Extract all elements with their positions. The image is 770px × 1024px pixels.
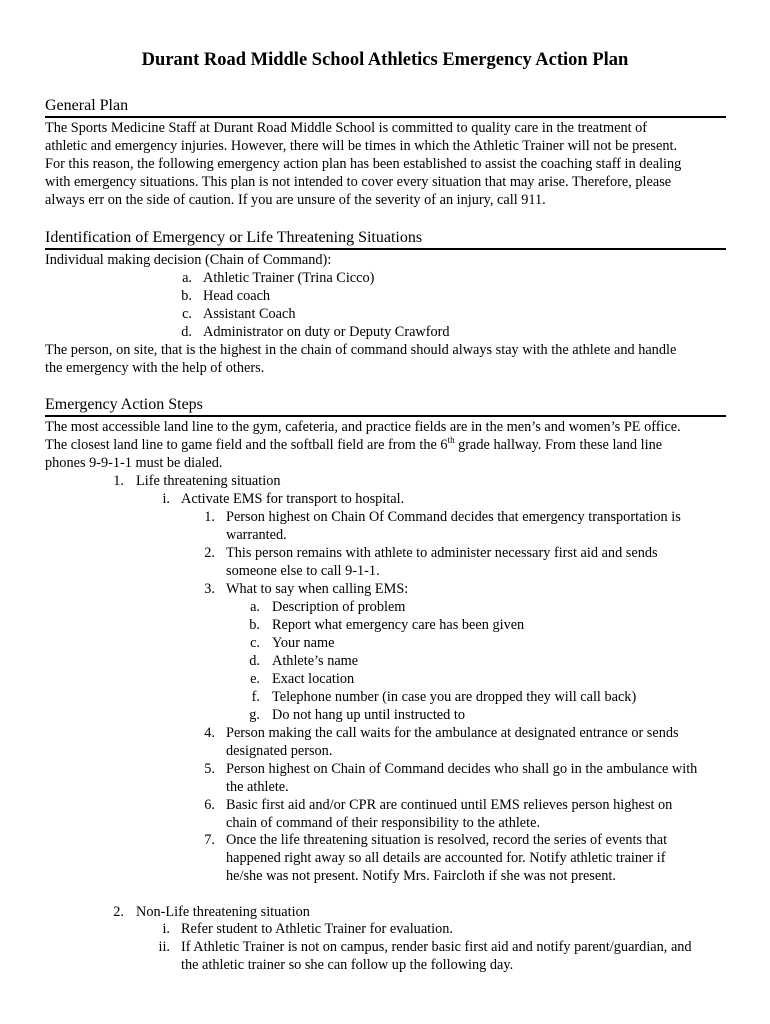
list-marker: 4.	[204, 725, 215, 741]
list-marker: ii.	[158, 939, 170, 955]
steps-intro-line	[45, 436, 662, 454]
non-life-step-line: Refer student to Athletic Trainer for evaluation.	[181, 921, 453, 937]
life-step-line: Person highest on Chain of Command decides who shall go in the ambulance with	[226, 761, 698, 777]
ordinal-suffix: th	[447, 435, 455, 446]
list-marker: 1.	[204, 509, 215, 525]
general-plan-line: For this reason, the following emergency action plan has been established to assist the coaching staff in dealing	[45, 156, 682, 172]
what-to-say-item: Telephone number (in case you are dropped they will call back)	[272, 689, 637, 705]
life-step-line: Once the life threatening situation is resolved, record the series of events that	[226, 832, 668, 848]
what-to-say-item: Do not hang up until instructed to	[272, 707, 465, 723]
life-step-line: happened right away so all details are accounted for. Notify athletic trainer if	[226, 850, 666, 866]
life-step-line: warranted.	[226, 527, 287, 543]
life-step-line: This person remains with athlete to administer necessary first aid and sends	[226, 545, 658, 561]
chain-item: Assistant Coach	[203, 306, 296, 322]
general-plan-line: with emergency situations. This plan is not intended to cover every situation that may arise. Therefore, please	[45, 174, 672, 190]
identification-heading: Identification of Emergency or Life Threatening Situations	[45, 228, 726, 250]
steps-intro-line: phones 9-9-1-1 must be dialed.	[45, 455, 223, 471]
action-steps-heading: Emergency Action Steps	[45, 395, 726, 417]
steps-intro-text: grade hallway. From these land line	[454, 437, 663, 453]
life-threatening-label: Life threatening situation	[136, 473, 281, 489]
general-plan-line: The Sports Medicine Staff at Durant Road Middle School is committed to quality care in the treatment of	[45, 120, 648, 136]
list-marker: c.	[250, 635, 260, 651]
list-marker: 6.	[204, 797, 215, 813]
general-plan-heading: General Plan	[45, 96, 726, 118]
life-step-line: designated person.	[226, 743, 333, 759]
chain-of-command-intro: Individual making decision (Chain of Command):	[45, 252, 332, 268]
list-marker: i.	[162, 921, 170, 937]
activate-ems-label: Activate EMS for transport to hospital.	[181, 491, 405, 507]
list-marker: e.	[250, 671, 260, 687]
list-marker: a.	[250, 599, 260, 615]
life-step-line: Person making the call waits for the ambulance at designated entrance or sends	[226, 725, 679, 741]
life-step-line: someone else to call 9-1-1.	[226, 563, 380, 579]
what-to-say-item: Report what emergency care has been given	[272, 617, 525, 633]
life-step-line: the athlete.	[226, 779, 289, 795]
life-step-line: What to say when calling EMS:	[226, 581, 409, 597]
non-life-step-line: the athletic trainer so she can follow up the following day.	[181, 957, 514, 973]
list-marker: 1.	[113, 473, 124, 489]
list-marker: 2.	[204, 545, 215, 561]
list-marker: d.	[249, 653, 260, 669]
non-life-threatening-label: Non-Life threatening situation	[136, 904, 310, 920]
list-marker: c.	[182, 306, 192, 322]
steps-intro-line: The most accessible land line to the gym, cafeteria, and practice fields are in the men’s and women’s PE office.	[45, 419, 681, 435]
list-marker: b.	[249, 617, 260, 633]
list-marker: d.	[181, 324, 192, 340]
general-plan-line: athletic and emergency injuries. However, there will be times in which the Athletic Trainer will not be present.	[45, 138, 678, 154]
list-marker: a.	[182, 270, 192, 286]
list-marker: b.	[181, 288, 192, 304]
list-marker: g.	[249, 707, 260, 723]
page-title: Durant Road Middle School Athletics Emergency Action Plan	[141, 50, 629, 70]
chain-closing-line: The person, on site, that is the highest in the chain of command should always stay with the athlete and handle	[45, 342, 677, 358]
chain-item: Athletic Trainer (Trina Cicco)	[203, 270, 375, 286]
what-to-say-item: Exact location	[272, 671, 355, 687]
chain-item: Administrator on duty or Deputy Crawford	[203, 324, 450, 340]
what-to-say-item: Your name	[272, 635, 335, 651]
list-marker: i.	[162, 491, 170, 507]
what-to-say-item: Description of problem	[272, 599, 406, 615]
life-step-line: Basic first aid and/or CPR are continued until EMS relieves person highest on	[226, 797, 673, 813]
non-life-step-line: If Athletic Trainer is not on campus, render basic first aid and notify parent/guardian, and	[181, 939, 692, 955]
list-marker: 5.	[204, 761, 215, 777]
list-marker: 2.	[113, 904, 124, 920]
what-to-say-item: Athlete’s name	[272, 653, 359, 669]
list-marker: 7.	[204, 832, 215, 848]
life-step-line: he/she was not present. Notify Mrs. Faircloth if she was not present.	[226, 868, 616, 884]
life-step-line: chain of command of their responsibility to the athlete.	[226, 815, 541, 831]
chain-item: Head coach	[203, 288, 271, 304]
steps-intro-text: The closest land line to game field and the softball field are from the 6	[45, 437, 448, 453]
general-plan-line: always err on the side of caution. If you are unsure of the severity of an injury, call 911.	[45, 192, 546, 208]
list-marker: 3.	[204, 581, 215, 597]
life-step-line: Person highest on Chain Of Command decides that emergency transportation is	[226, 509, 681, 525]
list-marker: f.	[251, 689, 260, 705]
chain-closing-line: the emergency with the help of others.	[45, 360, 265, 376]
